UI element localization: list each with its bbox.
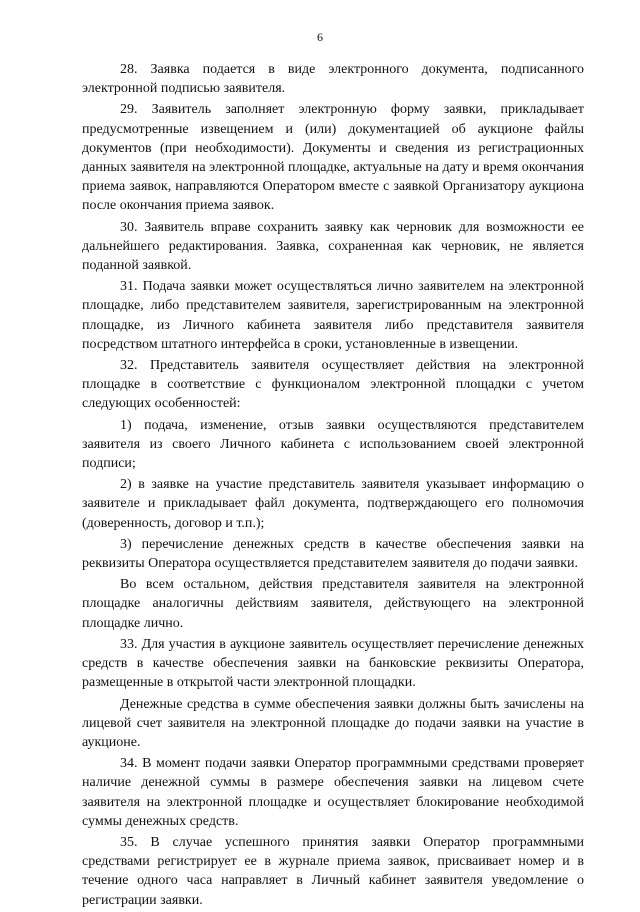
paragraph-32-item-1: 1) подача, изменение, отзыв заявки осуществляются представителем заявителя из своего Личного кабинета с использованием своей электронной подписи; — [82, 417, 584, 472]
paragraph-33: 33. Для участия в аукционе заявитель осуществляет перечисление денежных средств в качестве обеспечения заявки на банковские реквизиты Оператора, размещенные в открытой части электронной площадки. — [82, 636, 584, 691]
paragraph-32-item-2: 2) в заявке на участие представитель заявителя указывает информацию о заявителе и прикладывает файл документа, подтверждающего его полномочия (доверенность, договор и т.п.); — [82, 477, 584, 531]
paragraph-31: 31. Подача заявки может осуществляться лично заявителем на электронной площадке, либо представителем заявителя, зарегистрированным на электронной площадке, из Личного кабинета заявителя либо представителя заявителя посредством штатного интерфейса в сроки, установленные в извещении. — [82, 279, 584, 352]
page-number: 6 — [317, 30, 323, 44]
paragraph-33-note: Денежные средства в сумме обеспечения заявки должны быть зачислены на лицевой счет заявителя на электронной площадке до подачи заявки на участие в аукционе. — [82, 696, 584, 750]
paragraph-35: 35. В случае успешного принятия заявки Оператор программными средствами регистрирует ее в журнале приема заявок, присваивает номер и в течение одного часа направляет в Личный кабинет заявителя уведомление о регистрации заявки. — [82, 834, 584, 908]
paragraph-34: 34. В момент подачи заявки Оператор программными средствами проверяет наличие денежной суммы в размере обеспечения заявки на лицевом счете заявителя на электронной площадке и осуществляет блокирование необходимой суммы денежных средств. — [82, 756, 584, 829]
paragraph-29: 29. Заявитель заполняет электронную форму заявки, прикладывает предусмотренные извещением и (или) документацией об аукционе файлы документов (при необходимости). Документы и сведения из регистрационных данных заявителя на электронной площадке, актуальные на дату и время окончания приема заявок, направляются Оператором вместе с заявкой Организатору аукциона после окончания приема заявок. — [82, 102, 584, 214]
paragraph-32-item-3: 3) перечисление денежных средств в качестве обеспечения заявки на реквизиты Оператора осуществляется представителем заявителя до подачи заявки. — [82, 536, 584, 572]
paragraph-30: 30. Заявитель вправе сохранить заявку как черновик для возможности ее дальнейшего редактирования. Заявка, сохраненная как черновик, не является поданной заявкой. — [82, 219, 584, 274]
paragraph-32-note: Во всем остальном, действия представителя заявителя на электронной площадке аналогичны действиям заявителя, действующего на электронной площадке лично. — [82, 577, 584, 631]
document-body — [82, 60, 584, 912]
paragraph-28: 28. Заявка подается в виде электронного документа, подписанного электронной подписью заявителя. — [82, 62, 584, 97]
paragraph-32: 32. Представитель заявителя осуществляет действия на электронной площадке в соответствие с функционалом электронной площадки с учетом следующих особенностей: — [82, 358, 584, 412]
